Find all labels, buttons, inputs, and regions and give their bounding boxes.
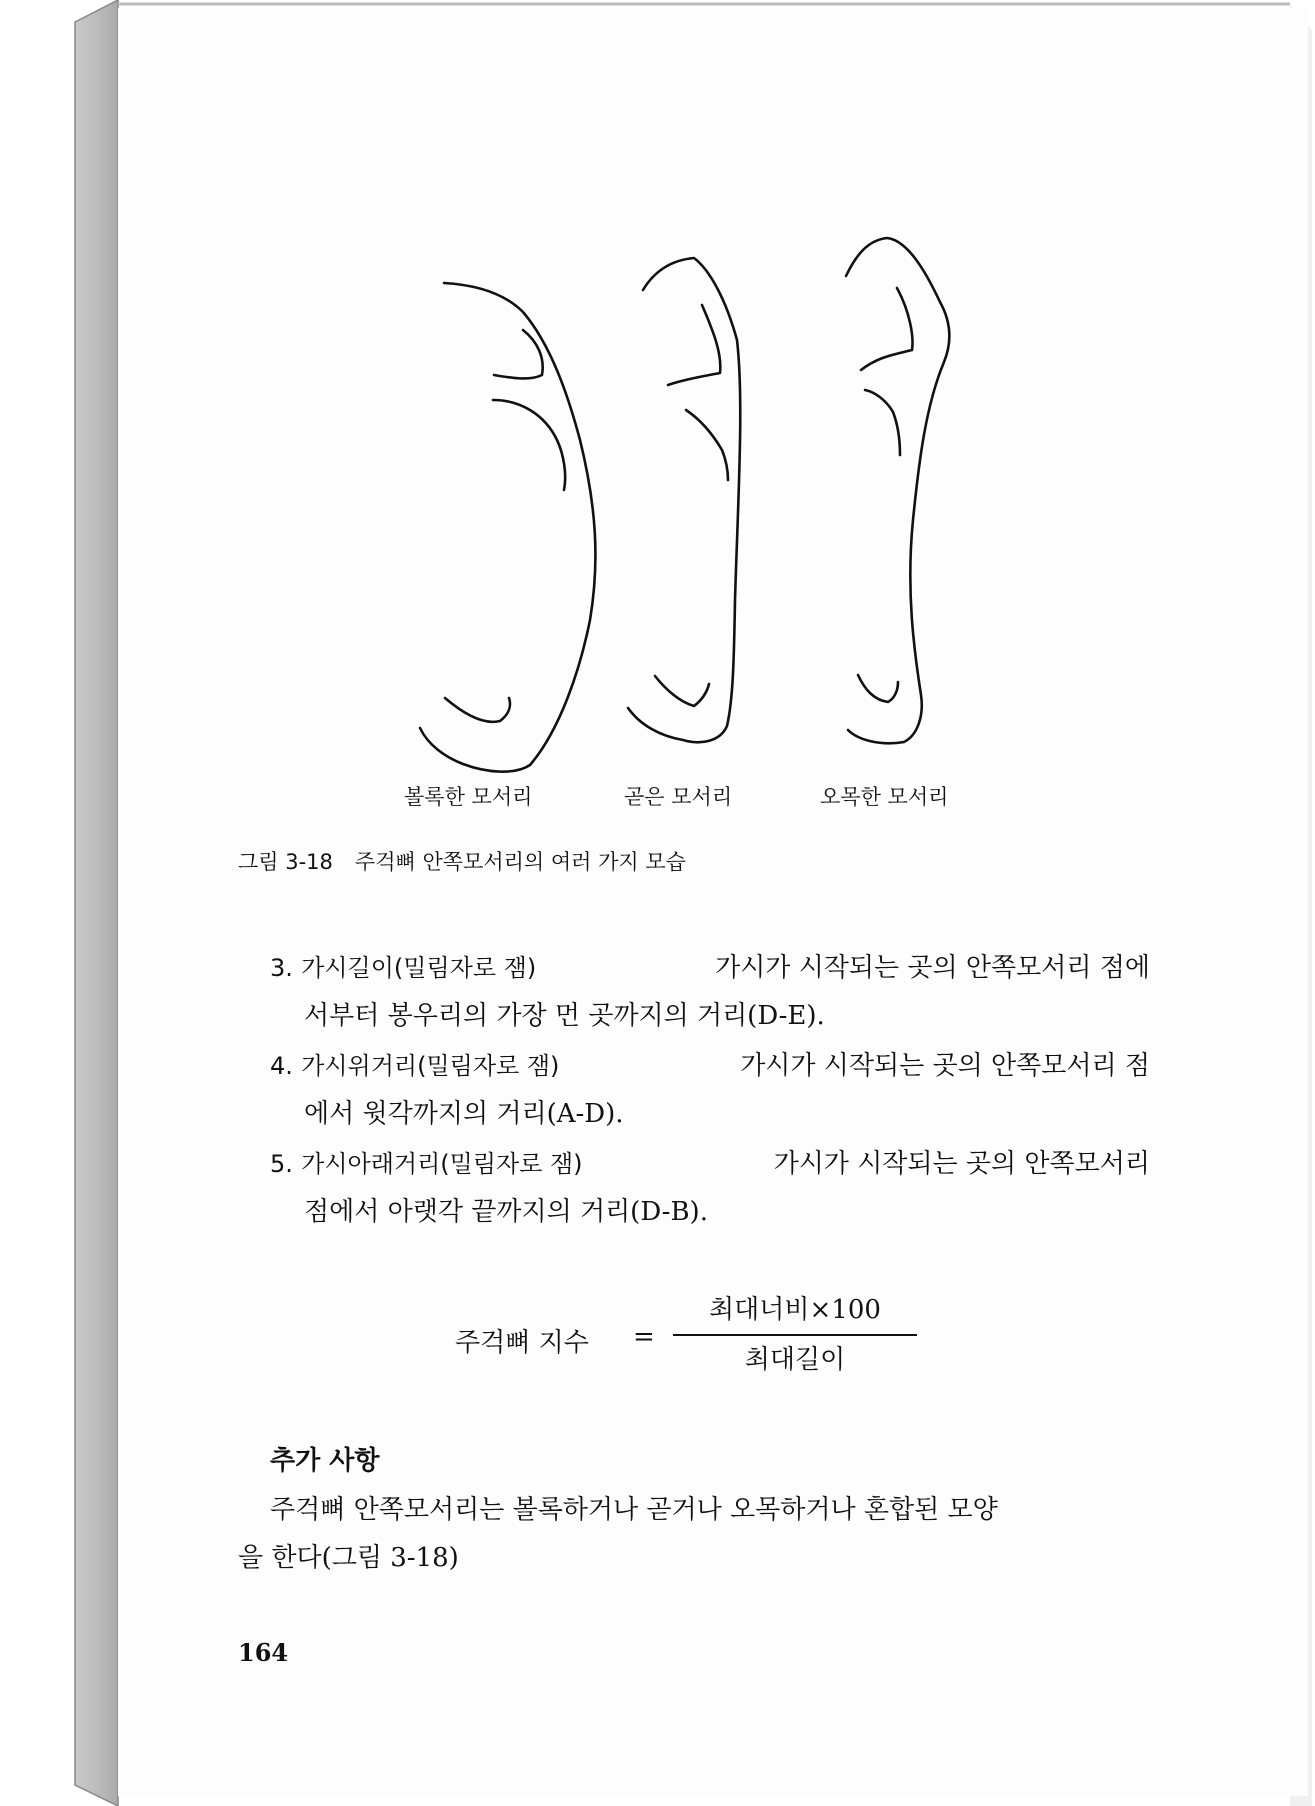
- formula-numerator: 최대너비×100: [709, 1295, 881, 1325]
- list-item: [270, 1042, 1150, 1138]
- item-label: 가시길이(밀림자로 잼): [301, 954, 537, 982]
- convex-border-drawing: [420, 283, 595, 772]
- item-text-line2: 에서 윗각까지의 거리(A-D).: [304, 1099, 624, 1129]
- formula-denominator: 최대길이: [744, 1345, 846, 1375]
- straight-border-drawing: [628, 258, 740, 742]
- item-number: 5.: [270, 1150, 293, 1178]
- concave-border-label: 오목한 모서리: [820, 785, 949, 809]
- item-label: 가시아래거리(밀림자로 잼): [301, 1150, 583, 1178]
- note-line2: 을 한다(그림 3-18): [238, 1543, 459, 1573]
- item-number: 3.: [270, 954, 293, 982]
- note-line1: 주걱뼈 안쪽모서리는 볼록하거나 곧거나 오목하거나 혼합된 모양: [270, 1495, 998, 1525]
- fraction-bar: [673, 1334, 917, 1336]
- item-text-line2: 점에서 아랫각 끝까지의 거리(D-B).: [304, 1197, 708, 1227]
- item-text-line1: 가시가 시작되는 곳의 안쪽모서리: [773, 1149, 1150, 1179]
- straight-border-label: 곧은 모서리: [624, 785, 733, 809]
- convex-border-label: 볼록한 모서리: [404, 785, 533, 809]
- item-text-line1: 가시가 시작되는 곳의 안쪽모서리 점: [740, 1051, 1150, 1081]
- formula-equals: =: [633, 1322, 655, 1352]
- figure-caption-number: 그림 3-18: [238, 850, 333, 874]
- item-text-line2: 서부터 봉우리의 가장 먼 곳까지의 거리(D-E).: [304, 1001, 825, 1031]
- formula-fraction: [673, 1288, 917, 1380]
- item-text-line1: 가시가 시작되는 곳의 안쪽모서리 점에: [715, 953, 1150, 983]
- figure-caption: [238, 846, 686, 876]
- section-title: 추가 사항: [270, 1446, 380, 1476]
- concave-border-drawing: [846, 238, 949, 743]
- formula-lhs: 주걱뼈 지수: [455, 1328, 589, 1358]
- item-label: 가시위거리(밀림자로 잼): [301, 1052, 560, 1080]
- page-number: 164: [238, 1638, 289, 1667]
- list-item: [270, 1140, 1150, 1236]
- list-item: [270, 944, 1150, 1040]
- item-number: 4.: [270, 1052, 293, 1080]
- figure-caption-text: 주걱뼈 안쪽모서리의 여러 가지 모습: [354, 850, 686, 874]
- note-paragraph: [238, 1486, 1150, 1582]
